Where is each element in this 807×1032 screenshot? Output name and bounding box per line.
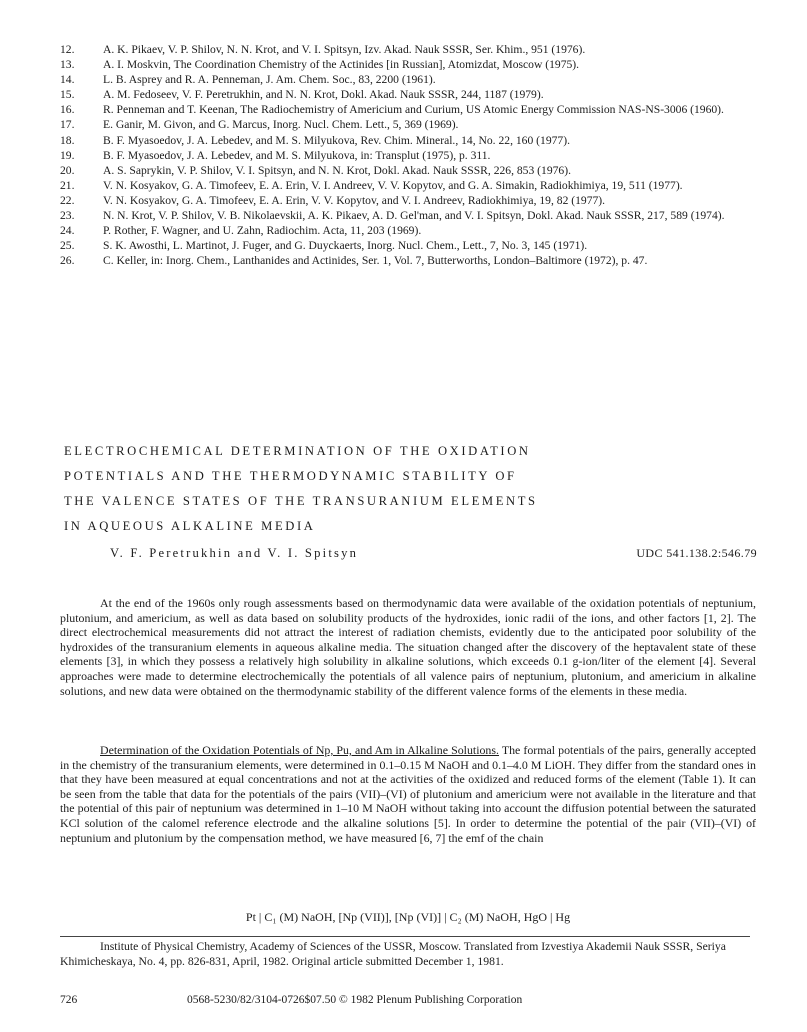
- reference-item: [60, 149, 760, 164]
- reference-item: [60, 239, 760, 254]
- reference-number: 17.: [60, 118, 75, 132]
- reference-number: 18.: [60, 133, 75, 147]
- title-line: IN AQUEOUS ALKALINE MEDIA: [64, 519, 316, 533]
- reference-item: [60, 164, 760, 179]
- reference-number: 24.: [60, 224, 75, 238]
- section-heading: Determination of the Oxidation Potentials of Np, Pu, and Am in Alkaline Solutions.: [100, 743, 499, 757]
- reference-number: 21.: [60, 178, 75, 192]
- reference-item: [60, 118, 760, 133]
- title-line: POTENTIALS AND THE THERMODYNAMIC STABILITY OF: [64, 469, 517, 483]
- reference-text: L. B. Asprey and R. A. Penneman, J. Am. Chem. Soc., 83, 2200 (1961).: [103, 73, 436, 87]
- reference-item: [60, 209, 760, 224]
- reference-item: [60, 224, 760, 239]
- publisher-code: 0568-5230/82/3104-0726$07.50 © 1982 Plenum Publishing Corporation: [187, 994, 523, 1006]
- reference-text: B. F. Myasoedov, J. A. Lebedev, and M. S. Milyukova, Rev. Chim. Mineral., 14, No. 22, 160 (1977).: [103, 133, 570, 147]
- reference-list: [60, 43, 760, 269]
- title-line: THE VALENCE STATES OF THE TRANSURANIUM ELEMENTS: [64, 494, 538, 508]
- reference-text: V. N. Kosyakov, G. A. Timofeev, E. A. Erin, V. I. Andreev, V. V. Kopytov, and G. A. Simakin, Radiokhimiya, 19, 511 (1977).: [103, 178, 683, 192]
- article-authors: V. F. Peretrukhin and V. I. Spitsyn: [110, 546, 359, 560]
- footnote-text: Institute of Physical Chemistry, Academy of Sciences of the USSR, Moscow. Translated from Izvestiya Akademii Nauk SSSR, Seriya Khimicheskaya, No. 4, pp. 826-831, April, 1982. Original article submitted December 1, 1981.: [60, 940, 726, 968]
- reference-number: 25.: [60, 239, 75, 253]
- reference-number: 19.: [60, 148, 75, 162]
- reference-item: [60, 73, 760, 88]
- reference-text: A. I. Moskvin, The Coordination Chemistry of the Actinides [in Russian], Atomizdat, Moscow (1975).: [103, 58, 580, 72]
- reference-number: 20.: [60, 163, 75, 177]
- reference-item: [60, 103, 760, 118]
- reference-item: [60, 254, 760, 269]
- reference-text: R. Penneman and T. Keenan, The Radiochemistry of Americium and Curium, US Atomic Energy Commission NAS-NS-3006 (1960).: [103, 103, 724, 117]
- page-number: 726: [60, 994, 78, 1006]
- reference-item: [60, 134, 760, 149]
- reference-item: [60, 58, 760, 73]
- reference-number: 14.: [60, 73, 75, 87]
- reference-item: [60, 88, 760, 103]
- reference-text: E. Ganir, M. Givon, and G. Marcus, Inorg. Nucl. Chem. Lett., 5, 369 (1969).: [103, 118, 459, 132]
- article-title: [64, 444, 764, 544]
- body-paragraph: [60, 596, 756, 698]
- body-paragraph: [60, 743, 756, 845]
- title-line: ELECTROCHEMICAL DETERMINATION OF THE OXIDATION: [64, 444, 531, 458]
- reference-number: 23.: [60, 209, 75, 223]
- footnote: [60, 940, 750, 969]
- paragraph-text: At the end of the 1960s only rough assessments based on thermodynamic data were available of the oxidation potentials of neptunium, plutonium, and americium, as well as data based on solubility products of the hydroxides, ionic radii of the ions, and other factors [1, 2]. The direct electrochemical measurements did not attract the interest of radiation chemists, evidently due to the anticipated poor solubility of the hydroxides of the transuranium elements in aqueous alkaline media. The situation changed after the discovery of the heptavalent state of these elements [3], in which they possess a relatively high solubility in alkaline solutions, which exceeds 0.1 g-ion/liter of the element [4]. Several approaches were made to determine electrochemically the potentials of all valence pairs of neptunium, plutonium, and americium in alkaline solutions, and new data were obtained on the thermodynamic stability of the different valence forms of the elements in these media.: [60, 596, 756, 698]
- footnote-divider: [60, 936, 750, 937]
- reference-item: [60, 43, 760, 58]
- reference-number: 22.: [60, 193, 75, 207]
- reference-number: 16.: [60, 103, 75, 117]
- reference-text: A. M. Fedoseev, V. F. Peretrukhin, and N. N. Krot, Dokl. Akad. Nauk SSSR, 244, 1187 (1979).: [103, 88, 544, 102]
- udc-code: UDC 541.138.2:546.79: [636, 546, 757, 560]
- paragraph-text: The formal potentials of the pairs, generally accepted in the chemistry of the transuranium elements, were determined in 0.1–0.15 M NaOH and 0.1–4.0 M LiOH. They differ from the standard ones in that they have been measured at equal concentrations and not at the activities of the oxidized and reduced forms of the element (Table 1). It can be seen from the table that data for the potentials of the pairs (VII)–(VI) of plutonium and americium were not available in the literature and that the potential of this pair of neptunium was determined in 1–10 M NaOH without taking into account the diffusion potential between the saturated KCl solution of the calomel reference electrode and the alkaline solutions [5]. In order to determine the potential of the pair (VII)–(VI) of neptunium and plutonium by the compensation method, we have measured [6, 7] the emf of the chain: [60, 743, 756, 845]
- reference-text: S. K. Awosthi, L. Martinot, J. Fuger, and G. Duyckaerts, Inorg. Nucl. Chem., Lett., 7, No. 3, 145 (1971).: [103, 239, 588, 253]
- reference-text: C. Keller, in: Inorg. Chem., Lanthanides and Actinides, Ser. 1, Vol. 7, Butterworths, London–Baltimore (1972), p. 47.: [103, 254, 648, 268]
- electrochemical-chain-equation: Pt | C₁ (M) NaOH, [Np (VII)], [Np (VI)] | C₂ (M) NaOH, HgO | Hg: [245, 910, 571, 924]
- reference-text: A. K. Pikaev, V. P. Shilov, N. N. Krot, and V. I. Spitsyn, Izv. Akad. Nauk SSSR, Ser. Khim., 951 (1976).: [103, 43, 586, 56]
- reference-item: [60, 179, 760, 194]
- reference-text: V. N. Kosyakov, G. A. Timofeev, E. A. Erin, V. V. Kopytov, and V. I. Andreev, Radiokhimiya, 19, 82 (1977).: [103, 193, 606, 207]
- reference-text: A. S. Saprykin, V. P. Shilov, V. I. Spitsyn, and N. N. Krot, Dokl. Akad. Nauk SSSR, 226, 853 (1976).: [103, 163, 571, 177]
- reference-number: 26.: [60, 254, 75, 268]
- reference-number: 15.: [60, 88, 75, 102]
- reference-item: [60, 194, 760, 209]
- reference-text: B. F. Myasoedov, J. A. Lebedev, and M. S. Milyukova, in: Transplut (1975), p. 311.: [103, 148, 491, 162]
- reference-number: 12.: [60, 43, 75, 56]
- reference-text: P. Rother, F. Wagner, and U. Zahn, Radiochim. Acta, 11, 203 (1969).: [103, 224, 422, 238]
- reference-number: 13.: [60, 58, 75, 72]
- reference-text: N. N. Krot, V. P. Shilov, V. B. Nikolaevskii, A. K. Pikaev, A. D. Gel'man, and V. I. Spitsyn, Dokl. Akad. Nauk SSSR, 217, 589 (1974).: [103, 209, 725, 223]
